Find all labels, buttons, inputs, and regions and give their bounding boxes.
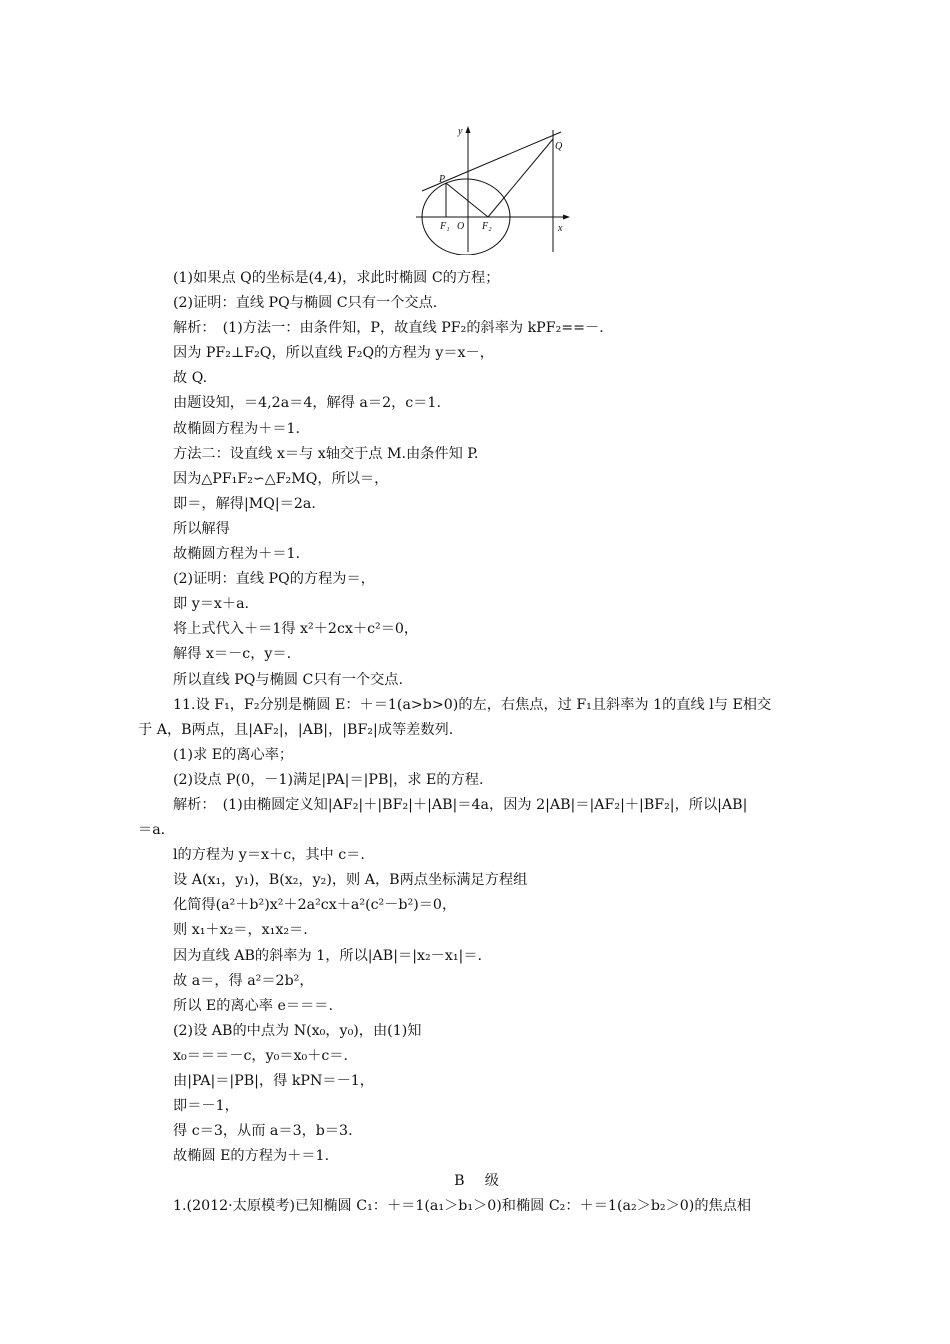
label-f1: F₁: [440, 221, 450, 232]
text-line: 故椭圆 E的方程为＋＝1.: [173, 1148, 330, 1165]
text-line: (2)设点 P(0，－1)满足|PA|＝|PB|，求 E的方程.: [173, 771, 484, 788]
text-line: 由题设知，＝4,2a＝4，解得 a＝2，c＝1.: [173, 395, 441, 412]
label-o: O: [457, 221, 465, 232]
text-line: (1)求 E的离心率；: [173, 746, 294, 763]
ellipse-figure: [412, 122, 584, 255]
text-line: 11.设 F₁，F₂分别是椭圆 E：＋＝1(a>b>0)的左，右焦点，过 F₁且斜率为 1的直线 l与 E相交: [173, 696, 772, 713]
text-line: (1)如果点 Q的坐标是(4,4)，求此时椭圆 C的方程；: [173, 270, 500, 286]
text-line: 于 A，B两点，且|AF₂|，|AB|，|BF₂|成等差数列.: [138, 721, 454, 738]
text-line: 故椭圆方程为＋＝1.: [173, 420, 301, 437]
label-q: Q: [555, 141, 563, 152]
text-line: 设 A(x₁，y₁)，B(x₂，y₂)，则 A，B两点坐标满足方程组: [173, 872, 528, 889]
text-line: 故 Q.: [173, 370, 208, 387]
solution-text: [138, 266, 818, 1220]
text-line: 则 x₁＋x₂＝，x₁x₂＝.: [173, 922, 308, 939]
text-line: 因为△PF₁F₂∽△F₂MQ，所以＝，: [173, 470, 389, 487]
label-x: x: [558, 223, 563, 234]
text-line: 1.(2012·太原模考)已知椭圆 C₁：＋＝1(a₁＞b₁＞0)和椭圆 C₂：＋＝1(a₂＞b₂＞0)的焦点相: [173, 1198, 752, 1215]
label-f2: F₂: [482, 221, 492, 232]
text-line: 化简得(a²＋b²)x²＋2a²cx＋a²(c²－b²)＝0，: [173, 897, 457, 914]
label-y: y: [458, 126, 463, 137]
text-line: 所以直线 PQ与椭圆 C只有一个交点.: [173, 671, 404, 688]
text-line: (2)证明：直线 PQ的方程为＝，: [173, 571, 375, 588]
text-line: 即＝－1，: [173, 1098, 239, 1115]
text-line: 解析： (1)方法一：由条件知，P，故直线 PF₂的斜率为 kPF₂==－.: [173, 320, 604, 337]
text-line: 方法二：设直线 x＝与 x轴交于点 M.由条件知 P.: [173, 445, 479, 462]
text-line: 即＝，解得|MQ|＝2a.: [173, 495, 316, 512]
text-line: 所以解得: [173, 520, 230, 537]
text-line: 故椭圆方程为＋＝1.: [173, 546, 301, 563]
text-line: 故 a＝，得 a²＝2b²，: [173, 972, 314, 989]
segment-f2q: [488, 139, 553, 217]
text-line: ＝a.: [138, 822, 166, 839]
segment-pf2: [446, 183, 488, 217]
text-line: 解析： (1)由椭圆定义知|AF₂|＋|BF₂|＋|AB|＝4a，因为 2|AB|＝|AF₂|＋|BF₂|，所以|AB|: [173, 796, 748, 813]
text-line: 所以 E的离心率 e＝＝＝.: [173, 997, 333, 1014]
text-line: (2)设 AB的中点为 N(x₀，y₀)，由(1)知: [173, 1022, 422, 1039]
y-axis-arrow: [466, 126, 471, 133]
text-line: 将上式代入＋＝1得 x²＋2cx＋c²＝0，: [173, 621, 419, 638]
text-line: x₀＝＝＝－c，y₀＝x₀＋c＝.: [173, 1047, 348, 1064]
text-line: 因为 PF₂⊥F₂Q，所以直线 F₂Q的方程为 y＝x－，: [173, 345, 494, 362]
text-line: (2)证明：直线 PQ与椭圆 C只有一个交点.: [173, 295, 438, 312]
text-line: 即 y＝x＋a.: [173, 596, 250, 613]
section-heading: B 级: [454, 1173, 502, 1190]
label-p: P: [439, 174, 446, 185]
text-line: 解得 x＝－c，y＝.: [173, 646, 292, 663]
text-line: 因为直线 AB的斜率为 1，所以|AB|＝|x₂－x₁|＝.: [173, 947, 483, 964]
text-line: l的方程为 y＝x＋c，其中 c＝.: [173, 847, 365, 864]
x-axis-arrow: [563, 215, 570, 220]
text-line: 由|PA|＝|PB|，得 kPN＝－1，: [173, 1073, 374, 1089]
text-line: 得 c＝3，从而 a＝3，b＝3.: [173, 1123, 353, 1140]
